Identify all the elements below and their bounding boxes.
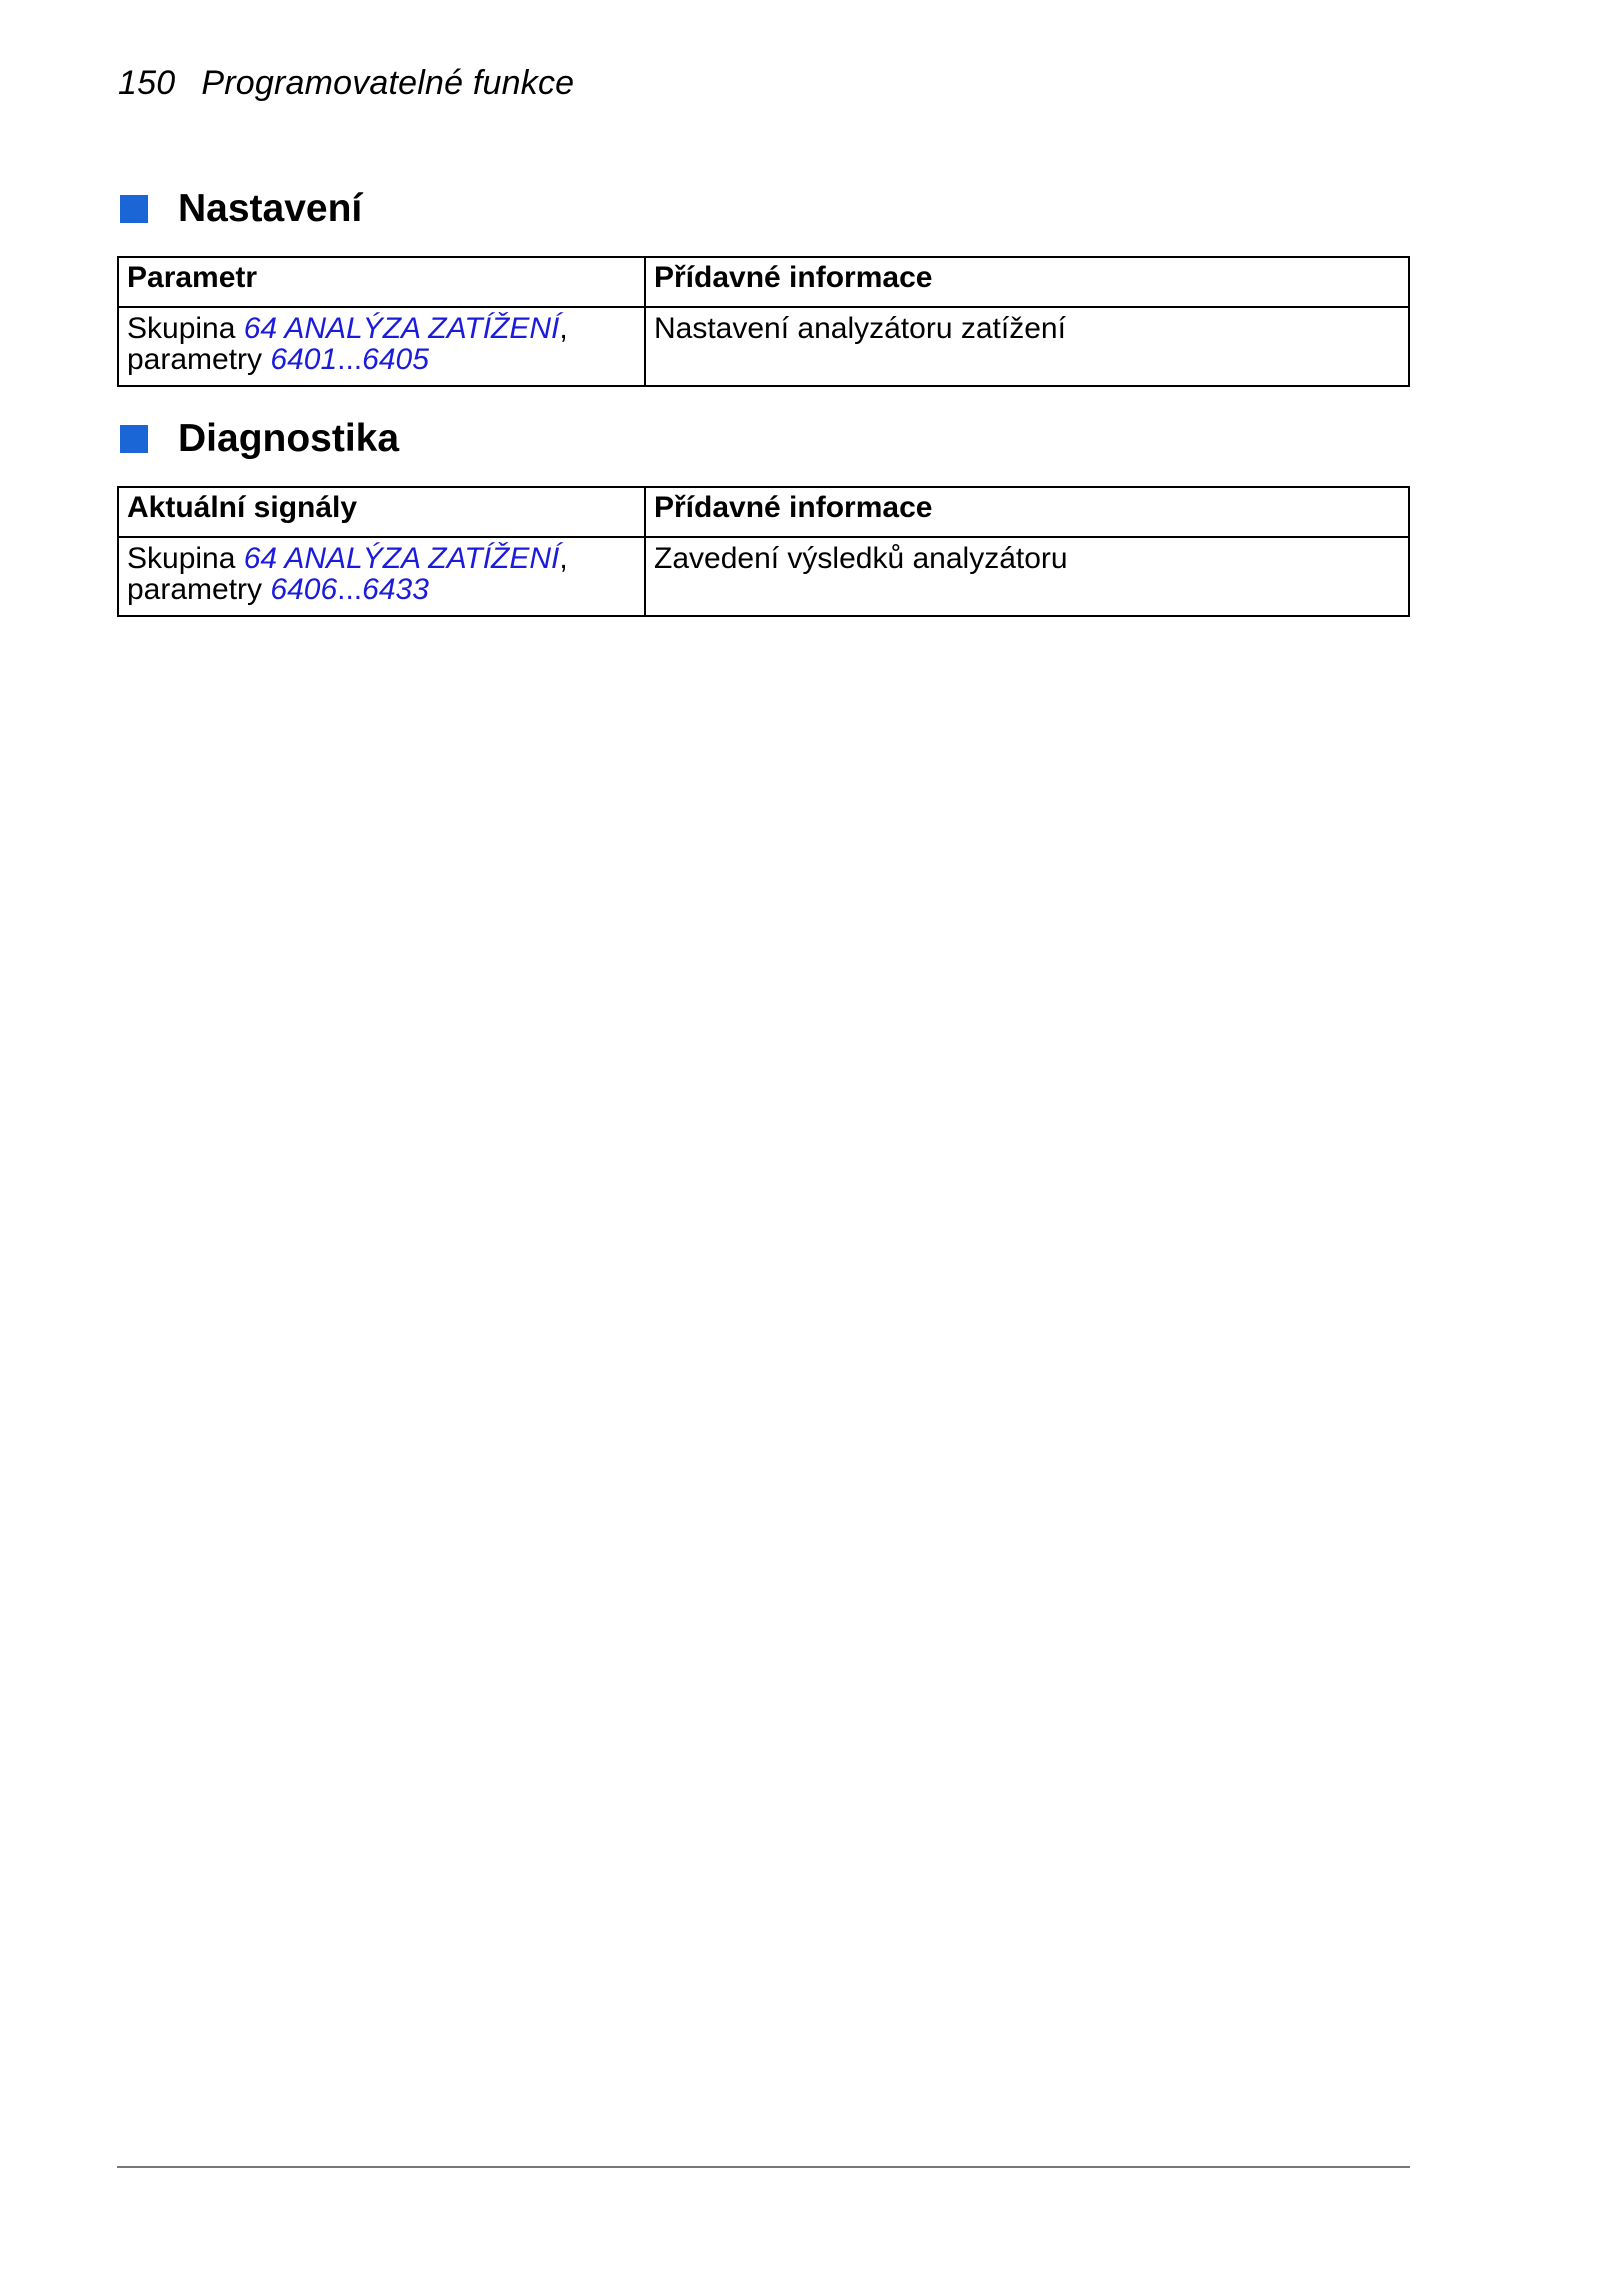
table-header-row	[118, 487, 1409, 537]
square-bullet-icon	[120, 425, 148, 453]
page-number: 150	[118, 64, 176, 102]
info-cell: Nastavení analyzátoru zatížení	[645, 307, 1409, 386]
parameter-cell	[118, 537, 645, 616]
cell-prefix-2: parametry	[127, 343, 271, 376]
cell-prefix: Skupina	[127, 312, 244, 345]
param-start-link[interactable]: 6401	[270, 343, 338, 376]
page-title: Programovatelné funkce	[201, 64, 575, 102]
column-header: Aktuální signály	[118, 487, 645, 537]
table-row	[118, 307, 1409, 386]
range-ellipsis: ...	[337, 573, 363, 606]
cell-comma: ,	[559, 542, 568, 575]
cell-comma: ,	[559, 312, 568, 345]
column-header: Přídavné informace	[645, 257, 1409, 307]
cell-prefix-2: parametry	[127, 573, 271, 606]
cell-prefix: Skupina	[127, 542, 244, 575]
group-link[interactable]: 64 ANALÝZA ZATÍŽENÍ	[243, 312, 560, 345]
table-row	[118, 537, 1409, 616]
column-header: Parametr	[118, 257, 645, 307]
range-ellipsis: ...	[337, 343, 363, 376]
param-end-link[interactable]: 6405	[362, 343, 429, 376]
section-heading-nastaveni	[120, 187, 362, 231]
diagnostics-table	[117, 486, 1410, 617]
column-header: Přídavné informace	[645, 487, 1409, 537]
param-end-link[interactable]: 6433	[362, 573, 429, 606]
section-title: Nastavení	[178, 187, 363, 230]
section-title: Diagnostika	[178, 417, 400, 460]
table-header-row	[118, 257, 1409, 307]
page-header	[118, 64, 574, 103]
info-cell: Zavedení výsledků analyzátoru	[645, 537, 1409, 616]
square-bullet-icon	[120, 195, 148, 223]
footer-divider	[117, 2166, 1410, 2168]
group-link[interactable]: 64 ANALÝZA ZATÍŽENÍ	[243, 542, 560, 575]
param-start-link[interactable]: 6406	[270, 573, 338, 606]
parameter-cell	[118, 307, 645, 386]
section-heading-diagnostika	[120, 417, 399, 461]
settings-table	[117, 256, 1410, 387]
